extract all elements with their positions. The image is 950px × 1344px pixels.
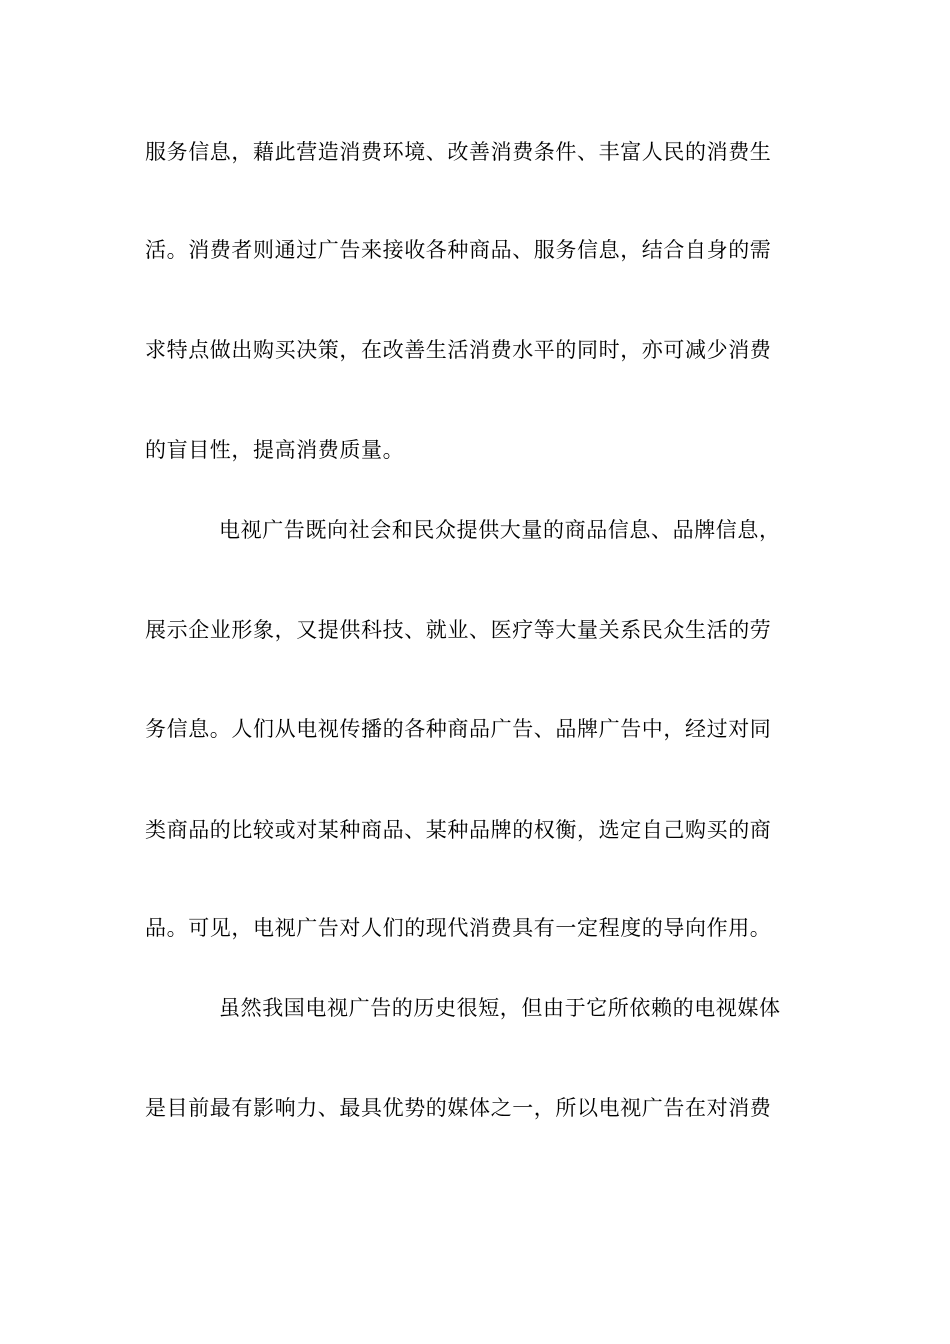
paragraph-start-line: 虽然我国电视广告的历史很短，但由于它所依赖的电视媒体 <box>219 996 781 1020</box>
text-line: 求特点做出购买决策，在改善生活消费水平的同时，亦可减少消费 <box>145 338 772 362</box>
text-line: 务信息。人们从电视传播的各种商品广告、品牌广告中，经过对同 <box>145 717 772 741</box>
text-line: 的盲目性，提高消费质量。 <box>145 438 405 462</box>
text-line: 服务信息，藉此营造消费环境、改善消费条件、丰富人民的消费生 <box>145 140 772 164</box>
text-line: 是目前最有影响力、最具优势的媒体之一，所以电视广告在对消费 <box>145 1096 772 1120</box>
text-line: 活。消费者则通过广告来接收各种商品、服务信息，结合自身的需 <box>145 238 772 262</box>
text-line: 展示企业形象，又提供科技、就业、医疗等大量关系民众生活的劳 <box>145 618 772 642</box>
paragraph-start-line: 电视广告既向社会和民众提供大量的商品信息、品牌信息， <box>219 518 781 542</box>
text-line: 品。可见，电视广告对人们的现代消费具有一定程度的导向作用。 <box>145 916 772 940</box>
text-line: 类商品的比较或对某种商品、某种品牌的权衡，选定自己购买的商 <box>145 818 772 842</box>
